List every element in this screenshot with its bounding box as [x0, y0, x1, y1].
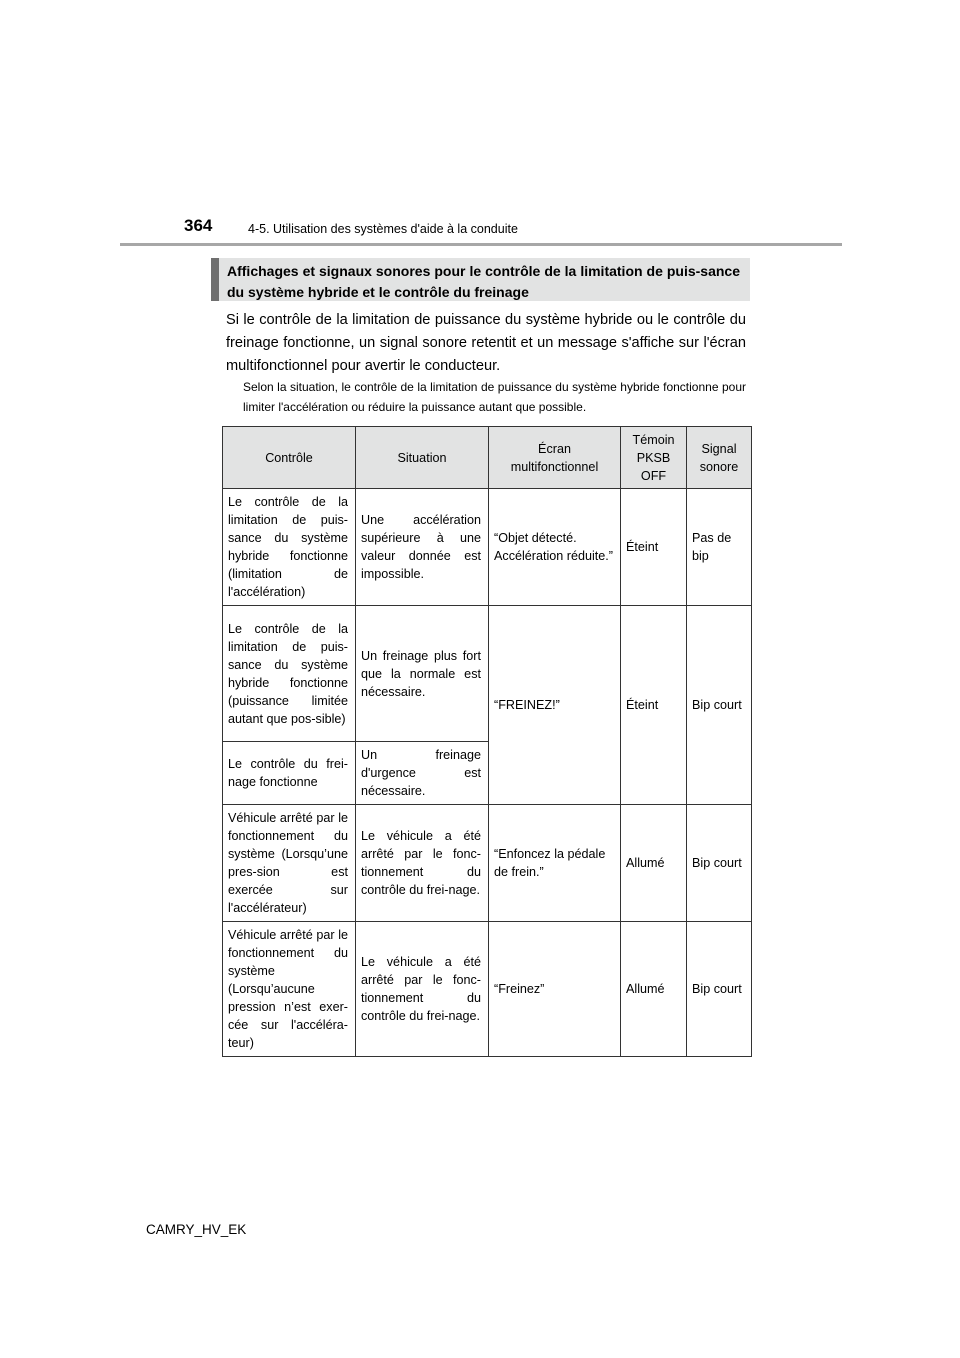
cell-screen: “Enfoncez la pédale de frein.”	[489, 805, 621, 922]
cell-situation: Une accélération supérieure à une valeur donnée est impossible.	[356, 489, 489, 606]
cell-signal: Bip court	[687, 606, 752, 805]
cell-control: Le contrôle du frei-nage fonctionne	[223, 742, 356, 805]
table-row	[223, 606, 752, 742]
table-header-row	[223, 427, 752, 489]
cell-control: Véhicule arrêté par le fonctionnement du système (Lorsqu’une pres-sion est exercée sur l'accélérateur)	[223, 805, 356, 922]
model-code: CAMRY_HV_EK	[146, 1222, 247, 1237]
table-row	[223, 805, 752, 922]
intro-paragraph: Si le contrôle de la limitation de puissance du système hybride ou le contrôle du freinage fonctionne, un signal sonore retentit et un message s'affiche sur l'écran multifonctionnel pour avertir le conducteur.	[226, 312, 746, 374]
cell-control: Le contrôle de la limitation de puis-sance du système hybride fonctionne (puissance limitée autant que pos-sible)	[223, 606, 356, 742]
cell-situation: Un freinage d'urgence est nécessaire.	[356, 742, 489, 805]
cell-screen: “Objet détecté. Accélération réduite.”	[489, 489, 621, 606]
col-header-situation: Situation	[356, 427, 489, 489]
cell-pksb: Éteint	[621, 489, 687, 606]
col-header-screen: Écran multifonctionnel	[489, 427, 621, 489]
cell-signal: Pas de bip	[687, 489, 752, 606]
col-header-signal: Signal sonore	[687, 427, 752, 489]
table-row	[223, 489, 752, 606]
page-number: 364	[184, 216, 213, 235]
note-paragraph: Selon la situation, le contrôle de la limitation de puissance du système hybride fonctionne pour limiter l'accélération ou réduire la puissance autant que possible.	[243, 380, 746, 414]
cell-pksb: Allumé	[621, 922, 687, 1057]
cell-screen: “FREINEZ!”	[489, 606, 621, 805]
section-heading: Affichages et signaux sonores pour le contrôle de la limitation de puis-sance du système hybride et le contrôle du freinage	[211, 258, 750, 301]
cell-situation: Le véhicule a été arrêté par le fonc-tionnement du contrôle du frei-nage.	[356, 922, 489, 1057]
cell-situation: Un freinage plus fort que la normale est nécessaire.	[356, 606, 489, 742]
cell-screen: “Freinez”	[489, 922, 621, 1057]
col-header-pksb: Témoin PKSB OFF	[621, 427, 687, 489]
cell-signal: Bip court	[687, 805, 752, 922]
col-header-control: Contrôle	[223, 427, 356, 489]
cell-control: Le contrôle de la limitation de puis-sance du système hybride fonctionne (limitation de l'accélération)	[223, 489, 356, 606]
cell-situation: Le véhicule a été arrêté par le fonc-tionnement du contrôle du frei-nage.	[356, 805, 489, 922]
cell-pksb: Allumé	[621, 805, 687, 922]
cell-signal: Bip court	[687, 922, 752, 1057]
header-divider	[120, 243, 842, 246]
alerts-table	[222, 426, 752, 1057]
chapter-title: 4-5. Utilisation des systèmes d'aide à la conduite	[248, 222, 518, 236]
cell-pksb: Éteint	[621, 606, 687, 805]
cell-control: Véhicule arrêté par le fonctionnement du système (Lorsqu’aucune pression n’est exer-cée sur l'accéléra-teur)	[223, 922, 356, 1057]
table-row	[223, 922, 752, 1057]
